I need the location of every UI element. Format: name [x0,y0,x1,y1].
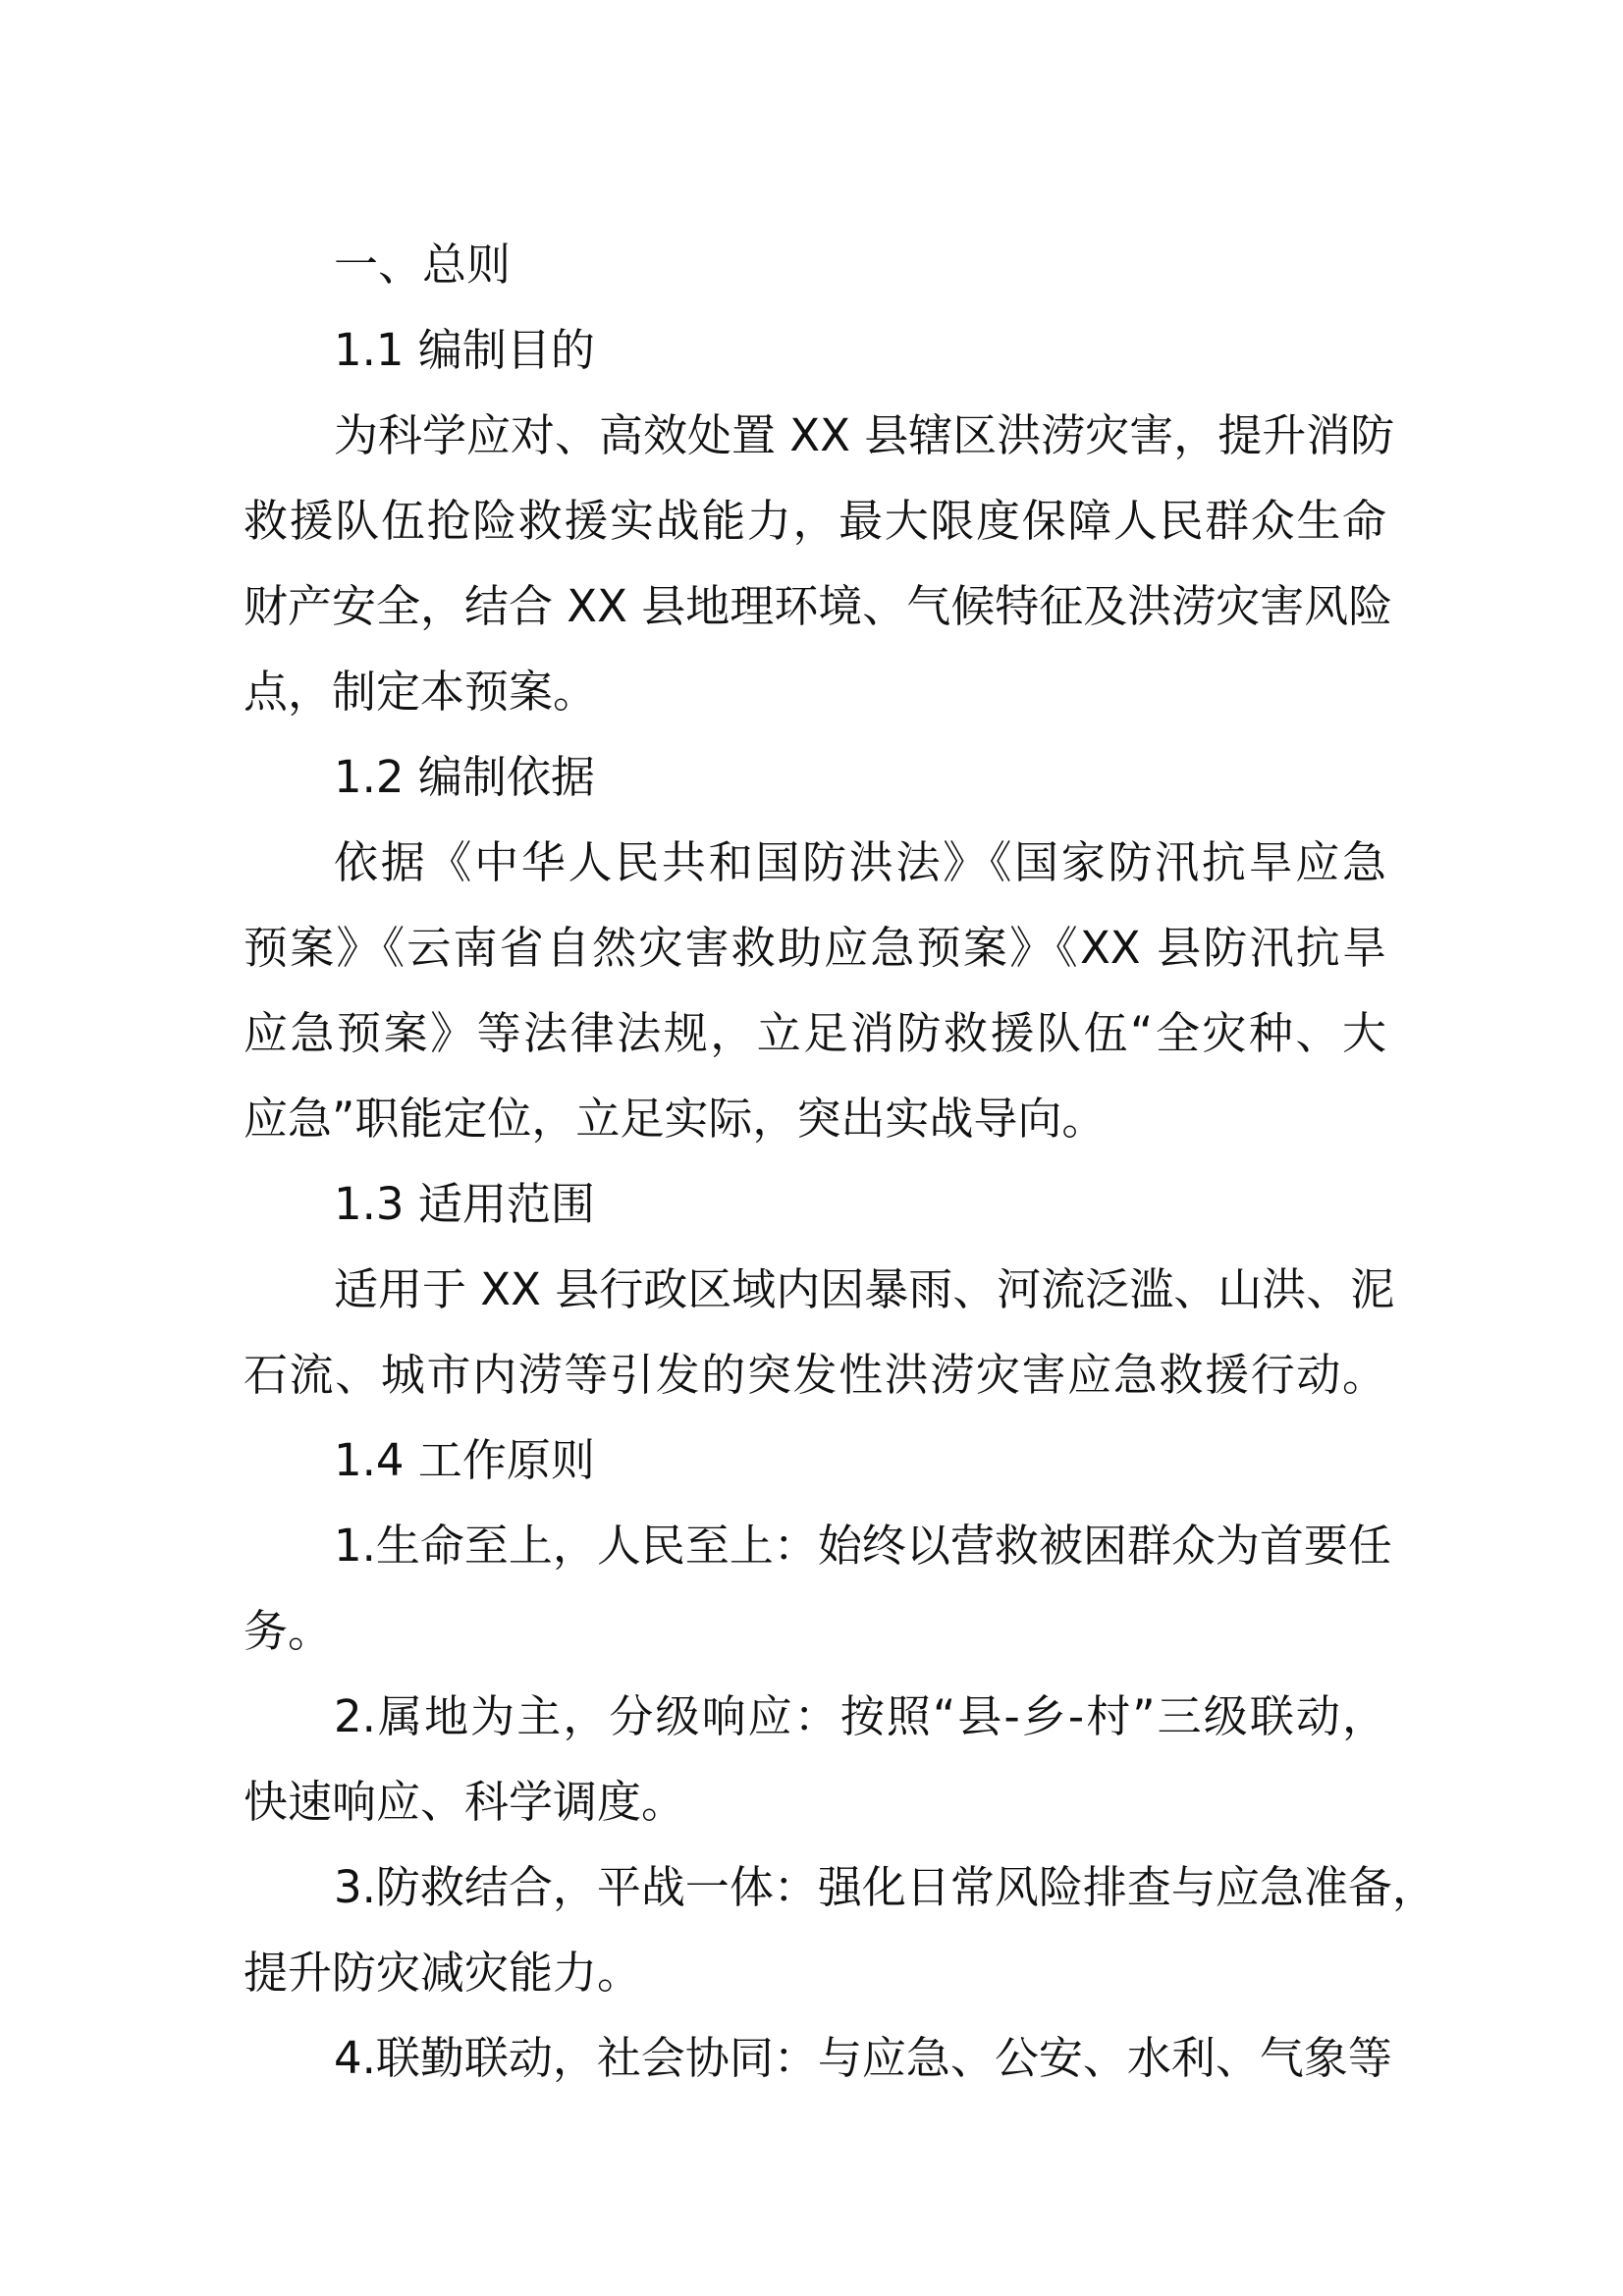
paragraph-line: 应急预案》等法律法规，立足消防救援队伍“全灾种、大 [243,1007,1386,1059]
paragraph-line: 为科学应对、高效处置 XX 县辖区洪涝灾害，提升消防 [334,409,1395,461]
paragraph-line: 依据《中华人民共和国防洪法》《国家防汛抗旱应急 [334,836,1386,888]
section-heading: 一、总则 [334,239,512,291]
paragraph-line: 3.防救结合，平战一体：强化日常风险排查与应急准备， [334,1861,1436,1913]
section-heading: 1.4 工作原则 [334,1434,595,1486]
paragraph-line: 提升防灾减灾能力。 [243,1947,642,1999]
paragraph-line: 救援队伍抢险救援实战能力，最大限度保障人民群众生命 [243,495,1386,547]
section-heading: 1.3 适用范围 [334,1178,595,1230]
paragraph-line: 4.联勤联动，社会协同：与应急、公安、水利、气象等 [334,2032,1392,2084]
paragraph-line: 1.生命至上，人民至上：始终以营救被困群众为首要任 [334,1520,1392,1572]
paragraph-line: 2.属地为主，分级响应：按照“县-乡-村”三级联动， [334,1690,1386,1742]
section-heading: 1.2 编制依据 [334,751,595,803]
paragraph-line: 预案》《云南省自然灾害救助应急预案》《XX 县防汛抗旱 [243,922,1386,974]
paragraph-line: 点，制定本预案。 [243,666,598,718]
document-body [243,222,1436,2101]
paragraph-line: 务。 [243,1605,333,1657]
paragraph-line: 快速响应、科学调度。 [243,1776,686,1828]
paragraph-line: 适用于 XX 县行政区域内因暴雨、河流泛滥、山洪、泥 [334,1263,1395,1315]
paragraph-line: 财产安全，结合 XX 县地理环境、气候特征及洪涝灾害风险 [243,580,1393,632]
section-heading: 1.1 编制目的 [334,324,595,376]
paragraph-line: 应急”职能定位，立足实际，突出实战导向。 [243,1093,1107,1145]
paragraph-line: 石流、城市内涝等引发的突发性洪涝灾害应急救援行动。 [243,1349,1386,1401]
